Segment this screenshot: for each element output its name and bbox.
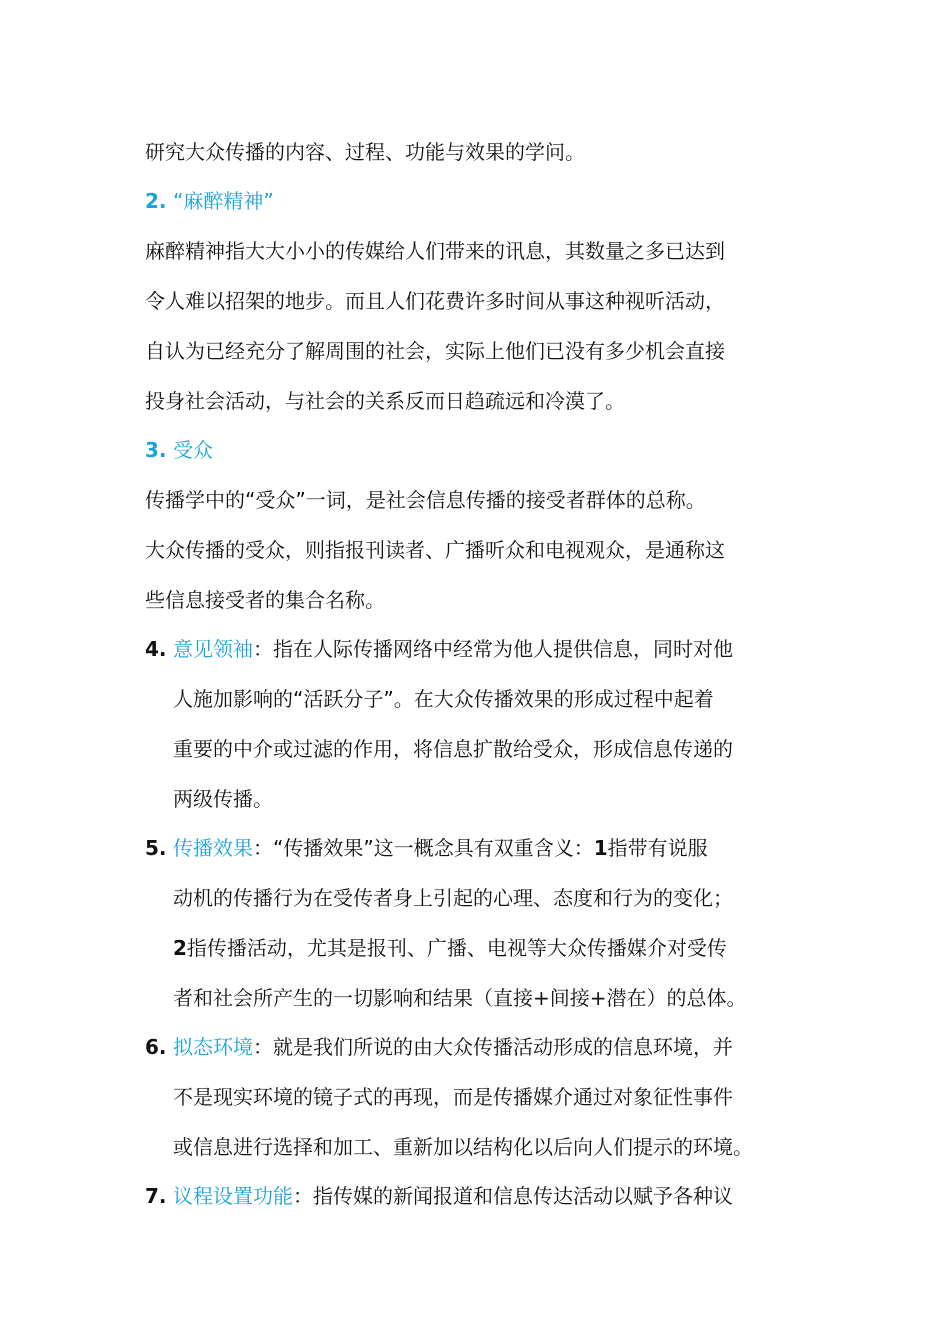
list-item-first-line (173, 1031, 733, 1063)
term: 议程设置功能 (173, 1184, 293, 1208)
heading-title: “麻醉精神” (173, 189, 274, 213)
term: 意见领袖 (173, 637, 253, 661)
term: 传播效果 (173, 836, 253, 860)
bold-numeral: 2 (173, 936, 187, 960)
term-definition: ：就是我们所说的由大众传播活动形成的信息环境，并 (253, 1035, 733, 1059)
paragraph-line: 研究大众传播的内容、过程、功能与效果的学问。 (145, 140, 585, 164)
term-definition: ：指传媒的新闻报道和信息传达活动以赋予各种议 (293, 1184, 733, 1208)
list-item-number: 5. (145, 836, 167, 860)
paragraph-line: 自认为已经充分了解周围的社会，实际上他们已没有多少机会直接 (145, 339, 725, 363)
list-item-line: 或信息进行选择和加工、重新加以结构化以后向人们提示的环境。 (173, 1135, 753, 1159)
heading-number: 2. (145, 189, 167, 213)
list-item-line: 动机的传播行为在受传者身上引起的心理、态度和行为的变化； (173, 886, 733, 910)
term-definition: ：指在人际传播网络中经常为他人提供信息，同时对他 (253, 637, 733, 661)
paragraph-line: 大众传播的受众，则指报刊读者、广播听众和电视观众，是通称这 (145, 538, 725, 562)
list-item-number: 6. (145, 1035, 167, 1059)
list-item-line: 重要的中介或过滤的作用，将信息扩散给受众，形成信息传递的 (173, 737, 733, 761)
bold-numeral: 1 (593, 836, 608, 860)
list-item-first-line (173, 633, 733, 665)
paragraph-line: 麻醉精神指大大小小的传媒给人们带来的讯息，其数量之多已达到 (145, 239, 725, 263)
paragraph-line: 令人难以招架的地步。而且人们花费许多时间从事这种视听活动， (145, 289, 725, 313)
list-item-line: 不是现实环境的镜子式的再现，而是传播媒介通过对象征性事件 (173, 1085, 733, 1109)
list-item-first-line (173, 832, 708, 864)
list-item-line: 者和社会所产生的一切影响和结果（直接+间接+潜在）的总体。 (173, 986, 747, 1010)
term-definition-cont: 指带有说服 (607, 836, 708, 860)
term: 拟态环境 (173, 1035, 253, 1059)
list-item-number: 4. (145, 637, 167, 661)
list-item-line: 人施加影响的“活跃分子”。在大众传播效果的形成过程中起着 (173, 687, 714, 711)
list-item-line: 两级传播。 (173, 787, 273, 811)
paragraph-line: 传播学中的“受众”一词，是社会信息传播的接受者群体的总称。 (145, 488, 706, 512)
heading-title: 受众 (173, 438, 213, 462)
list-item-number: 7. (145, 1184, 167, 1208)
list-item-line (173, 932, 727, 964)
paragraph-line: 投身社会活动，与社会的关系反而日趋疏远和冷漠了。 (145, 389, 625, 413)
line-text: 指传播活动，尤其是报刊、广播、电视等大众传播媒介对受传 (186, 936, 727, 960)
paragraph-line: 些信息接受者的集合名称。 (145, 588, 385, 612)
heading-number: 3. (145, 438, 167, 462)
term-definition: ：“传播效果”这一概念具有双重含义： (253, 836, 594, 860)
list-item-first-line (173, 1180, 733, 1212)
